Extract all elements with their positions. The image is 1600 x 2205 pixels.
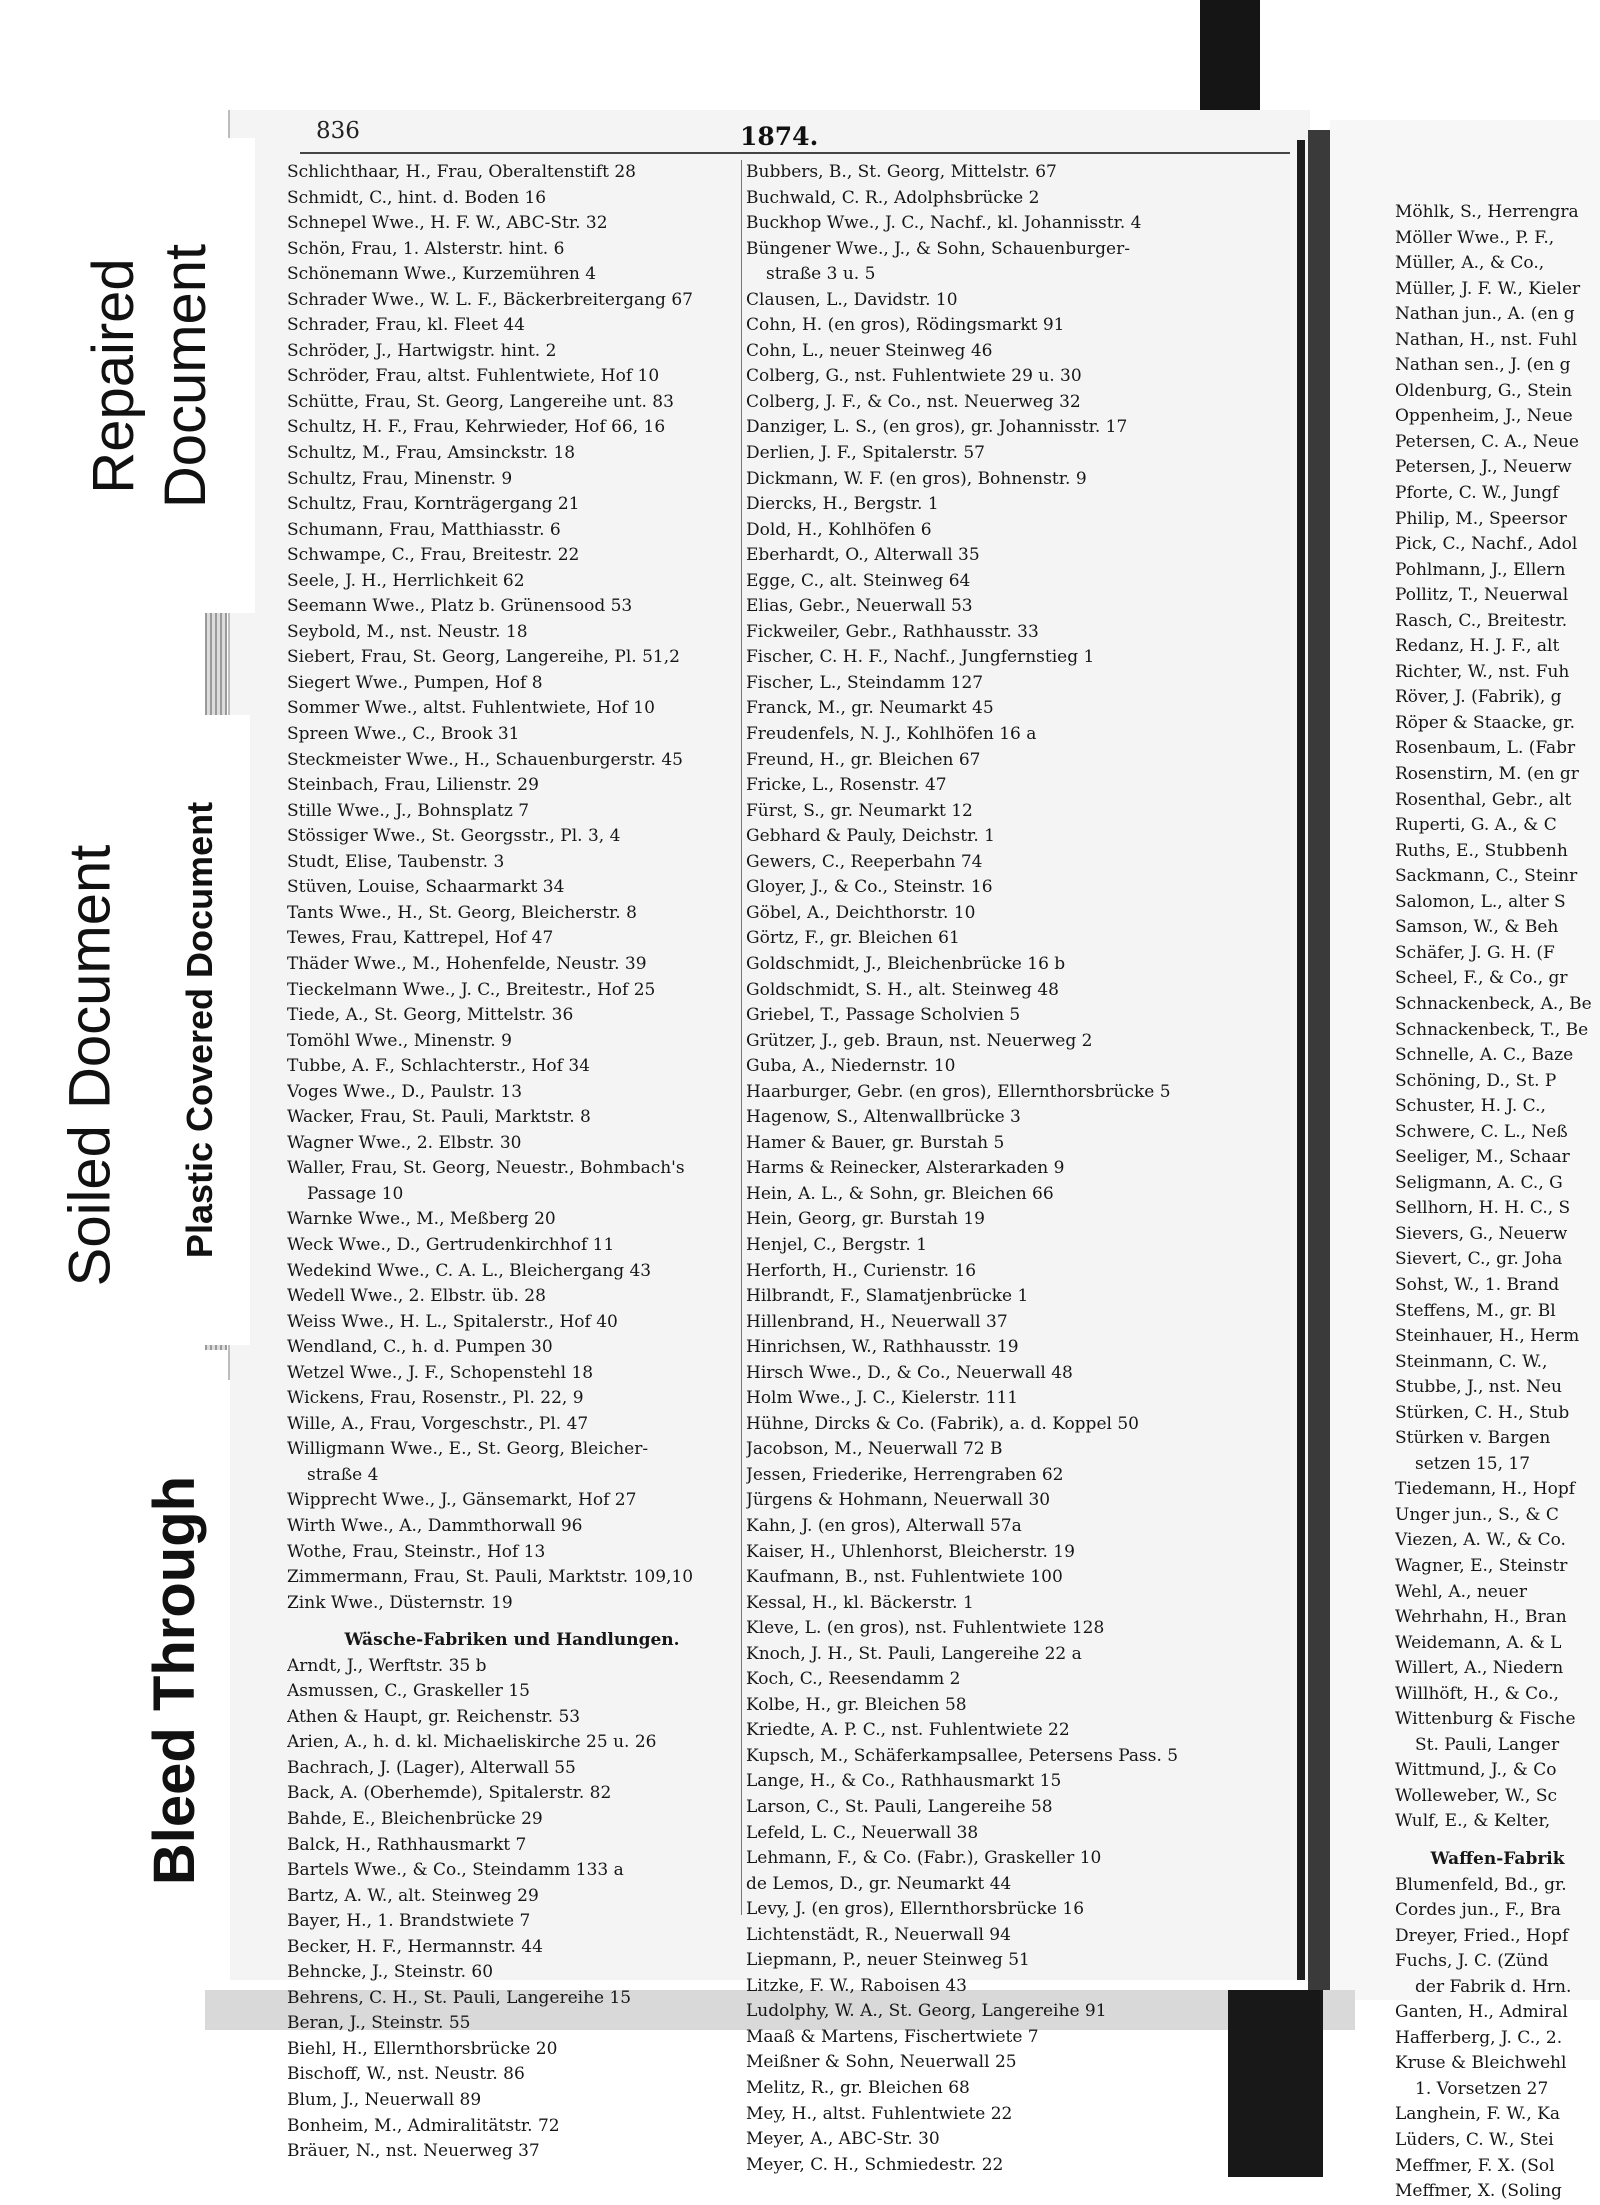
directory-entry: Wittmund, J., & Co: [1395, 1760, 1557, 1781]
directory-entry: Schnackenbeck, A., Be: [1395, 993, 1592, 1014]
page-year-header: 1874.: [740, 122, 819, 151]
directory-entry: Cohn, H. (en gros), Rödingsmarkt 91: [746, 315, 1065, 336]
directory-entry: Wagner Wwe., 2. Elbstr. 30: [287, 1132, 522, 1153]
directory-entry: Pick, C., Nachf., Adol: [1395, 534, 1578, 555]
directory-entry: Goldschmidt, J., Bleichenbrücke 16 b: [746, 953, 1066, 974]
directory-entry: Bartels Wwe., & Co., Steindamm 133 a: [287, 1860, 624, 1881]
directory-entry: Hamer & Bauer, gr. Burstah 5: [746, 1132, 1005, 1153]
directory-entry: Franck, M., gr. Neumarkt 45: [746, 698, 994, 719]
directory-entry: Hilbrandt, F., Slamatjenbrücke 1: [746, 1286, 1029, 1307]
directory-entry: Müller, J. F. W., Kieler: [1395, 278, 1581, 299]
directory-entry: Stille Wwe., J., Bohnsplatz 7: [287, 800, 530, 821]
directory-entry: Fischer, C. H. F., Nachf., Jungfernstieg 1: [746, 647, 1095, 668]
directory-entry: Willhöft, H., & Co.,: [1395, 1683, 1559, 1704]
directory-entry: Colberg, J. F., & Co., nst. Neuerweg 32: [746, 391, 1081, 412]
directory-entry: Derlien, J. F., Spitalerstr. 57: [746, 443, 985, 464]
directory-entry: Dreyer, Fried., Hopf: [1395, 1925, 1569, 1946]
directory-entry: Bräuer, N., nst. Neuerweg 37: [287, 2141, 540, 2162]
directory-entry: Sievert, C., gr. Joha: [1395, 1249, 1563, 1270]
directory-entry: Schultz, Frau, Kornträgergang 21: [287, 494, 580, 515]
directory-entry: Schäfer, J. G. H. (F: [1395, 942, 1555, 963]
directory-entry: Wirth Wwe., A., Dammthorwall 96: [287, 1515, 583, 1536]
directory-entry: Seeliger, M., Schaar: [1395, 1147, 1570, 1168]
directory-entry: Schumann, Frau, Matthiasstr. 6: [287, 519, 561, 540]
directory-entry: Larson, C., St. Pauli, Langereihe 58: [746, 1797, 1053, 1817]
directory-entry: Wacker, Frau, St. Pauli, Marktstr. 8: [287, 1107, 591, 1128]
bleed-through-text: Bleed Through: [142, 1475, 208, 1885]
directory-entry: Philip, M., Speersor: [1395, 508, 1567, 529]
directory-entry: Göbel, A., Deichthorstr. 10: [746, 902, 976, 923]
directory-entry: Dold, H., Kohlhöfen 6: [746, 519, 932, 540]
directory-entry: Rosenthal, Gebr., alt: [1395, 789, 1572, 810]
directory-entry: Schuster, H. J. C.,: [1395, 1096, 1546, 1117]
directory-entry: Weck Wwe., D., Gertrudenkirchhof 11: [287, 1234, 615, 1255]
page-number: 836: [316, 118, 360, 144]
directory-column-right-partial: [1395, 200, 1600, 2205]
directory-entry: Kahn, J. (en gros), Alterwall 57a: [746, 1515, 1022, 1536]
directory-entry: Melitz, R., gr. Bleichen 68: [746, 2078, 970, 2099]
directory-entry: Wolleweber, W., Sc: [1395, 1785, 1557, 1806]
directory-entry: Athen & Haupt, gr. Reichenstr. 53: [287, 1706, 581, 1727]
directory-entry: Wulf, E., & Kelter,: [1395, 1811, 1551, 1832]
directory-entry: Fischer, L., Steindamm 127: [746, 672, 984, 693]
directory-entry: Jacobson, M., Neuerwall 72 B: [746, 1439, 1003, 1460]
directory-entry: Wagner, E., Steinstr: [1395, 1555, 1568, 1576]
section-spacer: [1395, 1835, 1600, 1847]
directory-entry: Sommer Wwe., altst. Fuhlentwiete, Hof 10: [287, 698, 655, 719]
directory-entry: Cordes jun., F., Bra: [1395, 1900, 1561, 1921]
directory-entry: Weidemann, A. & L: [1395, 1632, 1562, 1653]
directory-entry: Bubbers, B., St. Georg, Mittelstr. 67: [746, 162, 1057, 182]
directory-entry: Viezen, A. W., & Co.: [1395, 1530, 1566, 1551]
directory-entry: straße 3 u. 5: [766, 264, 876, 285]
directory-entry: Blum, J., Neuerwall 89: [287, 2090, 482, 2111]
directory-entry: Behrens, C. H., St. Pauli, Langereihe 15: [287, 1987, 632, 2008]
directory-entry: Gebhard & Pauly, Deichstr. 1: [746, 826, 995, 847]
directory-entry: Hirsch Wwe., D., & Co., Neuerwall 48: [746, 1362, 1073, 1383]
directory-entry: Waller, Frau, St. Georg, Neuestr., Bohmbach's: [287, 1158, 685, 1179]
soiled-document-label: [45, 770, 135, 1360]
directory-entry: Rosenbaum, L. (Fabr: [1395, 738, 1576, 759]
directory-entry: Ganten, H., Admiral: [1395, 2002, 1568, 2023]
plastic-covered-text: Plastic Covered Document: [179, 801, 221, 1259]
directory-entry: Wittenburg & Fische: [1395, 1709, 1576, 1730]
directory-entry: Liepmann, P., neuer Steinweg 51: [746, 1950, 1030, 1971]
directory-entry: Buckhop Wwe., J. C., Nachf., kl. Johannisstr. 4: [746, 213, 1142, 234]
column-divider: [741, 160, 742, 1915]
directory-entry: Hein, Georg, gr. Burstah 19: [746, 1209, 985, 1230]
directory-entry: Biehl, H., Ellernthorsbrücke 20: [287, 2038, 558, 2059]
directory-entry: der Fabrik d. Hrn.: [1415, 1976, 1572, 1997]
directory-entry: Fuchs, J. C. (Zünd: [1395, 1951, 1549, 1972]
bleed-through-label: [120, 1380, 230, 1980]
directory-entry: Wehrhahn, H., Bran: [1395, 1607, 1567, 1628]
directory-entry: Scheel, F., & Co., gr: [1395, 968, 1568, 989]
directory-entry: Steinbach, Frau, Lilienstr. 29: [287, 775, 539, 796]
directory-entry: Tomöhl Wwe., Minenstr. 9: [287, 1030, 512, 1051]
directory-entry: Litzke, F. W., Raboisen 43: [746, 1975, 967, 1996]
directory-entry: Wehl, A., neuer: [1395, 1581, 1527, 1602]
directory-entry: Lüders, C. W., Stei: [1395, 2130, 1554, 2151]
directory-entry: Seemann Wwe., Platz b. Grünensood 53: [287, 596, 633, 617]
directory-entry: Beran, J., Steinstr. 55: [287, 2013, 471, 2034]
directory-entry: Danziger, L. S., (en gros), gr. Johannisstr. 17: [746, 417, 1128, 438]
directory-entry: Müller, A., & Co.,: [1395, 253, 1545, 274]
directory-entry: Kupsch, M., Schäferkampsallee, Petersens Pass. 5: [746, 1745, 1179, 1766]
directory-entry: Schultz, H. F., Frau, Kehrwieder, Hof 66, 16: [287, 417, 666, 438]
directory-entry: Guba, A., Niedernstr. 10: [746, 1056, 956, 1077]
directory-entry: Jürgens & Hohmann, Neuerwall 30: [746, 1490, 1051, 1511]
section-heading: Waffen-Fabrik: [1430, 1849, 1565, 1869]
directory-entry: Wedekind Wwe., C. A. L., Bleichergang 43: [287, 1260, 652, 1281]
directory-entry: Meyer, A., ABC-Str. 30: [746, 2129, 940, 2150]
directory-entry: Röver, J. (Fabrik), g: [1395, 687, 1562, 708]
directory-entry: Schütte, Frau, St. Georg, Langereihe unt. 83: [287, 391, 674, 412]
directory-entry: Bayer, H., 1. Brandstwiete 7: [287, 1911, 531, 1932]
directory-entry: Schröder, Frau, altst. Fuhlentwiete, Hof 10: [287, 366, 660, 387]
directory-entry: Stürken v. Bargen: [1395, 1428, 1551, 1449]
directory-entry: Schönemann Wwe., Kurzemühren 4: [287, 264, 597, 285]
directory-entry: Weiss Wwe., H. L., Spitalerstr., Hof 40: [287, 1311, 618, 1332]
directory-entry: Hafferberg, J. C., 2.: [1395, 2027, 1563, 2048]
directory-entry: Passage 10: [307, 1183, 404, 1204]
directory-entry: Meffmer, X. (Soling: [1395, 2181, 1562, 2202]
directory-entry: Warnke Wwe., M., Meßberg 20: [287, 1209, 556, 1230]
directory-entry: Steckmeister Wwe., H., Schauenburgerstr. 45: [287, 749, 683, 770]
directory-entry: Nathan sen., J. (en g: [1395, 355, 1571, 376]
directory-entry: Bartz, A. W., alt. Steinweg 29: [287, 1885, 539, 1906]
directory-entry: Meyer, C. H., Schmiedestr. 22: [746, 2154, 1004, 2175]
directory-entry: Haarburger, Gebr. (en gros), Ellernthorsbrücke 5: [746, 1081, 1171, 1102]
directory-entry: Kessal, H., kl. Bäckerstr. 1: [746, 1592, 974, 1613]
header-rule: [300, 152, 1290, 154]
directory-column-middle: [746, 160, 1301, 2178]
directory-entry: Wedell Wwe., 2. Elbstr. üb. 28: [287, 1286, 546, 1307]
section-heading: Wäsche-Fabriken und Handlungen.: [344, 1630, 680, 1651]
directory-entry: Lehmann, F., & Co. (Fabr.), Graskeller 10: [746, 1848, 1102, 1869]
directory-entry: Grützer, J., geb. Braun, nst. Neuerweg 2: [746, 1030, 1093, 1051]
directory-entry: Eberhardt, O., Alterwall 35: [746, 545, 980, 566]
directory-entry: Griebel, T., Passage Scholvien 5: [746, 1005, 1021, 1026]
directory-entry: Schlichthaar, H., Frau, Oberaltenstift 28: [287, 162, 636, 182]
directory-entry: Elias, Gebr., Neuerwall 53: [746, 596, 973, 617]
repaired-document-text: Repaired Document: [81, 243, 218, 508]
directory-entry: Möller Wwe., P. F.,: [1395, 227, 1555, 248]
directory-entry: Buchwald, C. R., Adolphsbrücke 2: [746, 187, 1040, 208]
directory-entry: Freudenfels, N. J., Kohlhöfen 16 a: [746, 724, 1037, 745]
directory-entry: Lefeld, L. C., Neuerwall 38: [746, 1822, 979, 1843]
directory-entry: Wipprecht Wwe., J., Gänsemarkt, Hof 27: [287, 1490, 637, 1511]
directory-entry: Fickweiler, Gebr., Rathhausstr. 33: [746, 621, 1039, 642]
directory-entry: Freund, H., gr. Bleichen 67: [746, 749, 981, 770]
directory-entry: Röper & Staacke, gr.: [1395, 712, 1576, 733]
directory-entry: Hagenow, S., Altenwallbrücke 3: [746, 1107, 1021, 1128]
directory-entry: Zink Wwe., Düsternstr. 19: [287, 1592, 513, 1613]
soiled-document-text: Soiled Document: [57, 844, 123, 1286]
directory-entry: Thäder Wwe., M., Hohenfelde, Neustr. 39: [287, 953, 647, 974]
directory-entry: Voges Wwe., D., Paulstr. 13: [287, 1081, 523, 1102]
directory-entry: Tubbe, A. F., Schlachterstr., Hof 34: [287, 1056, 590, 1077]
directory-entry: Back, A. (Oberhemde), Spitalerstr. 82: [287, 1783, 612, 1804]
directory-entry: Stubbe, J., nst. Neu: [1395, 1377, 1562, 1398]
directory-entry: Meißner & Sohn, Neuerwall 25: [746, 2052, 1017, 2073]
directory-entry: Schön, Frau, 1. Alsterstr. hint. 6: [287, 238, 565, 259]
plastic-covered-label: [150, 715, 250, 1345]
directory-entry: Gewers, C., Reeperbahn 74: [746, 851, 983, 872]
directory-entry: Tants Wwe., H., St. Georg, Bleicherstr. 8: [287, 902, 637, 923]
directory-entry: Oppenheim, J., Neue: [1395, 406, 1573, 427]
directory-entry: Koch, C., Reesendamm 2: [746, 1669, 961, 1690]
directory-entry: Kaufmann, B., nst. Fuhlentwiete 100: [746, 1567, 1063, 1588]
directory-entry: Kaiser, H., Uhlenhorst, Bleicherstr. 19: [746, 1541, 1075, 1562]
directory-entry: Harms & Reinecker, Alsterarkaden 9: [746, 1158, 1065, 1179]
directory-entry: Spreen Wwe., C., Brook 31: [287, 724, 520, 745]
directory-entry: Lichtenstädt, R., Neuerwall 94: [746, 1924, 1011, 1945]
directory-entry: Schrader, Frau, kl. Fleet 44: [287, 315, 525, 336]
directory-entry: Asmussen, C., Graskeller 15: [287, 1681, 530, 1702]
directory-entry: Hinrichsen, W., Rathhausstr. 19: [746, 1337, 1019, 1358]
directory-entry: Arndt, J., Werftstr. 35 b: [287, 1655, 487, 1676]
directory-entry: Unger jun., S., & C: [1395, 1504, 1559, 1525]
directory-entry: Salomon, L., alter S: [1395, 891, 1566, 912]
directory-entry: Kriedte, A. P. C., nst. Fuhlentwiete 22: [746, 1720, 1070, 1741]
directory-entry: Becker, H. F., Hermannstr. 44: [287, 1936, 543, 1957]
directory-entry: Tiedemann, H., Hopf: [1395, 1479, 1576, 1500]
directory-entry: Schnelle, A. C., Baze: [1395, 1045, 1574, 1066]
directory-entry: Steinhauer, H., Herm: [1395, 1326, 1580, 1347]
directory-entry: Tieckelmann Wwe., J. C., Breitestr., Hof 25: [287, 979, 656, 1000]
directory-entry: de Lemos, D., gr. Neumarkt 44: [746, 1873, 1012, 1894]
directory-entry: Ruths, E., Stubbenh: [1395, 840, 1568, 861]
directory-column-left: [287, 160, 737, 2165]
directory-entry: Bahde, E., Bleichenbrücke 29: [287, 1809, 543, 1829]
directory-entry: Stössiger Wwe., St. Georgsstr., Pl. 3, 4: [287, 826, 621, 847]
directory-entry: Oldenburg, G., Stein: [1395, 380, 1573, 401]
directory-entry: Schwere, C. L., Neß: [1395, 1121, 1568, 1142]
directory-entry: Büngener Wwe., J., & Sohn, Schauenburger-: [746, 238, 1130, 259]
directory-entry: Clausen, L., Davidstr. 10: [746, 289, 958, 310]
directory-entry: Meffmer, F. X. (Sol: [1395, 2155, 1555, 2176]
directory-entry: Schultz, M., Frau, Amsinckstr. 18: [287, 443, 576, 464]
directory-entry: Behncke, J., Steinstr. 60: [287, 1962, 494, 1983]
book-gutter: [1308, 130, 1330, 1990]
directory-entry: Schultz, Frau, Minenstr. 9: [287, 468, 513, 489]
directory-entry: Gloyer, J., & Co., Steinstr. 16: [746, 877, 993, 898]
directory-entry: Pohlmann, J., Ellern: [1395, 559, 1566, 580]
directory-entry: Tewes, Frau, Kattrepel, Hof 47: [287, 928, 554, 949]
directory-entry: Willert, A., Niedern: [1395, 1658, 1564, 1679]
directory-entry: Arien, A., h. d. kl. Michaeliskirche 25 u. 26: [287, 1732, 657, 1753]
directory-entry: Schmidt, C., hint. d. Boden 16: [287, 187, 547, 208]
directory-entry: Seybold, M., nst. Neustr. 18: [287, 621, 528, 642]
directory-entry: Hein, A. L., & Sohn, gr. Bleichen 66: [746, 1183, 1054, 1204]
directory-entry: Schröder, J., Hartwigstr. hint. 2: [287, 340, 557, 361]
repaired-document-label: [45, 138, 255, 613]
directory-entry: Wothe, Frau, Steinstr., Hof 13: [287, 1541, 546, 1562]
directory-entry: Tiede, A., St. Georg, Mittelstr. 36: [287, 1005, 574, 1026]
directory-entry: Fürst, S., gr. Neumarkt 12: [746, 800, 973, 821]
directory-entry: Steinmann, C. W.,: [1395, 1351, 1548, 1372]
directory-entry: Willigmann Wwe., E., St. Georg, Bleicher-: [287, 1439, 649, 1460]
directory-entry: Langhein, F. W., Ka: [1395, 2104, 1560, 2125]
directory-entry: Colberg, G., nst. Fuhlentwiete 29 u. 30: [746, 366, 1082, 387]
directory-entry: Kruse & Bleichwehl: [1395, 2053, 1567, 2074]
directory-entry: Seligmann, A. C., G: [1395, 1172, 1563, 1193]
directory-entry: Hillenbrand, H., Neuerwall 37: [746, 1311, 1008, 1332]
directory-entry: Sohst, W., 1. Brand: [1395, 1274, 1560, 1295]
directory-entry: Schrader Wwe., W. L. F., Bäckerbreitergang 67: [287, 289, 693, 310]
directory-entry: Pforte, C. W., Jungf: [1395, 483, 1559, 504]
directory-entry: Rosenstirn, M. (en gr: [1395, 764, 1579, 785]
directory-entry: Studt, Elise, Taubenstr. 3: [287, 851, 505, 872]
directory-entry: Herforth, H., Curienstr. 16: [746, 1260, 977, 1281]
directory-entry: Wille, A., Frau, Vorgeschstr., Pl. 47: [287, 1413, 589, 1434]
directory-entry: Cohn, L., neuer Steinweg 46: [746, 340, 993, 361]
directory-entry: Goldschmidt, S. H., alt. Steinweg 48: [746, 979, 1059, 1000]
directory-entry: Mey, H., altst. Fuhlentwiete 22: [746, 2103, 1013, 2124]
directory-entry: Schnepel Wwe., H. F. W., ABC-Str. 32: [287, 213, 608, 234]
directory-entry: Bischoff, W., nst. Neustr. 86: [287, 2064, 525, 2085]
directory-entry: 1. Vorsetzen 27: [1415, 2078, 1549, 2099]
directory-entry: Balck, H., Rathhausmarkt 7: [287, 1834, 527, 1855]
directory-entry: Hühne, Dircks & Co. (Fabrik), a. d. Koppel 50: [746, 1413, 1139, 1434]
directory-entry: Ludolphy, W. A., St. Georg, Langereihe 91: [746, 2001, 1107, 2022]
directory-entry: Knoch, J. H., St. Pauli, Langereihe 22 a: [746, 1643, 1082, 1664]
directory-entry: Jessen, Friederike, Herrengraben 62: [746, 1464, 1064, 1485]
directory-entry: Sievers, G., Neuerw: [1395, 1223, 1568, 1244]
directory-entry: Zimmermann, Frau, St. Pauli, Marktstr. 109,10: [287, 1567, 694, 1588]
directory-entry: Rasch, C., Breitestr.: [1395, 610, 1568, 631]
directory-entry: Schwampe, C., Frau, Breitestr. 22: [287, 545, 580, 566]
directory-entry: Kolbe, H., gr. Bleichen 58: [746, 1694, 967, 1715]
directory-entry: Sackmann, C., Steinr: [1395, 866, 1578, 887]
directory-entry: Siebert, Frau, St. Georg, Langereihe, Pl. 51,2: [287, 647, 680, 668]
directory-entry: Schnackenbeck, T., Be: [1395, 1019, 1589, 1040]
directory-entry: Wendland, C., h. d. Pumpen 30: [287, 1337, 553, 1358]
directory-entry: Petersen, C. A., Neue: [1395, 431, 1579, 452]
directory-entry: Redanz, H. J. F., alt: [1395, 636, 1560, 657]
directory-entry: Kleve, L. (en gros), nst. Fuhlentwiete 128: [746, 1618, 1105, 1639]
directory-entry: Diercks, H., Bergstr. 1: [746, 494, 939, 515]
directory-entry: Maaß & Martens, Fischertwiete 7: [746, 2026, 1039, 2047]
directory-entry: Schöning, D., St. P: [1395, 1070, 1557, 1091]
directory-entry: St. Pauli, Langer: [1415, 1734, 1560, 1755]
directory-entry: Stüven, Louise, Schaarmarkt 34: [287, 877, 565, 898]
directory-entry: straße 4: [307, 1464, 379, 1485]
directory-entry: Stürken, C. H., Stub: [1395, 1402, 1570, 1423]
directory-entry: Wetzel Wwe., J. F., Schopenstehl 18: [287, 1362, 594, 1383]
directory-entry: Holm Wwe., J. C., Kielerstr. 111: [746, 1388, 1019, 1409]
directory-entry: Seele, J. H., Herrlichkeit 62: [287, 570, 525, 591]
directory-entry: Richter, W., nst. Fuh: [1395, 661, 1570, 682]
directory-entry: Nathan jun., A. (en g: [1395, 304, 1575, 325]
directory-entry: Petersen, J., Neuerw: [1395, 457, 1572, 478]
directory-entry: Nathan, H., nst. Fuhl: [1395, 329, 1578, 350]
directory-entry: Möhlk, S., Herrengra: [1395, 202, 1579, 222]
directory-entry: Henjel, C., Bergstr. 1: [746, 1234, 928, 1255]
directory-entry: Samson, W., & Beh: [1395, 917, 1559, 938]
directory-entry: Dickmann, W. F. (en gros), Bohnenstr. 9: [746, 468, 1087, 489]
directory-entry: Ruperti, G. A., & C: [1395, 815, 1557, 836]
directory-entry: Steffens, M., gr. Bl: [1395, 1300, 1556, 1321]
directory-entry: Bachrach, J. (Lager), Alterwall 55: [287, 1757, 576, 1778]
directory-entry: Lange, H., & Co., Rathhausmarkt 15: [746, 1771, 1062, 1792]
directory-entry: Bonheim, M., Admiralitätstr. 72: [287, 2115, 560, 2136]
directory-entry: Siegert Wwe., Pumpen, Hof 8: [287, 672, 543, 693]
directory-entry: Sellhorn, H. H. C., S: [1395, 1198, 1571, 1219]
directory-entry: setzen 15, 17: [1415, 1453, 1531, 1474]
directory-entry: Levy, J. (en gros), Ellernthorsbrücke 16: [746, 1899, 1085, 1920]
directory-entry: Egge, C., alt. Steinweg 64: [746, 570, 971, 591]
directory-entry: Wickens, Frau, Rosenstr., Pl. 22, 9: [287, 1388, 584, 1409]
directory-entry: Pollitz, T., Neuerwal: [1395, 585, 1569, 606]
directory-entry: Fricke, L., Rosenstr. 47: [746, 775, 947, 796]
directory-entry: Blumenfeld, Bd., gr.: [1395, 1874, 1567, 1895]
directory-entry: Görtz, F., gr. Bleichen 61: [746, 928, 960, 949]
section-spacer: [287, 1616, 737, 1628]
